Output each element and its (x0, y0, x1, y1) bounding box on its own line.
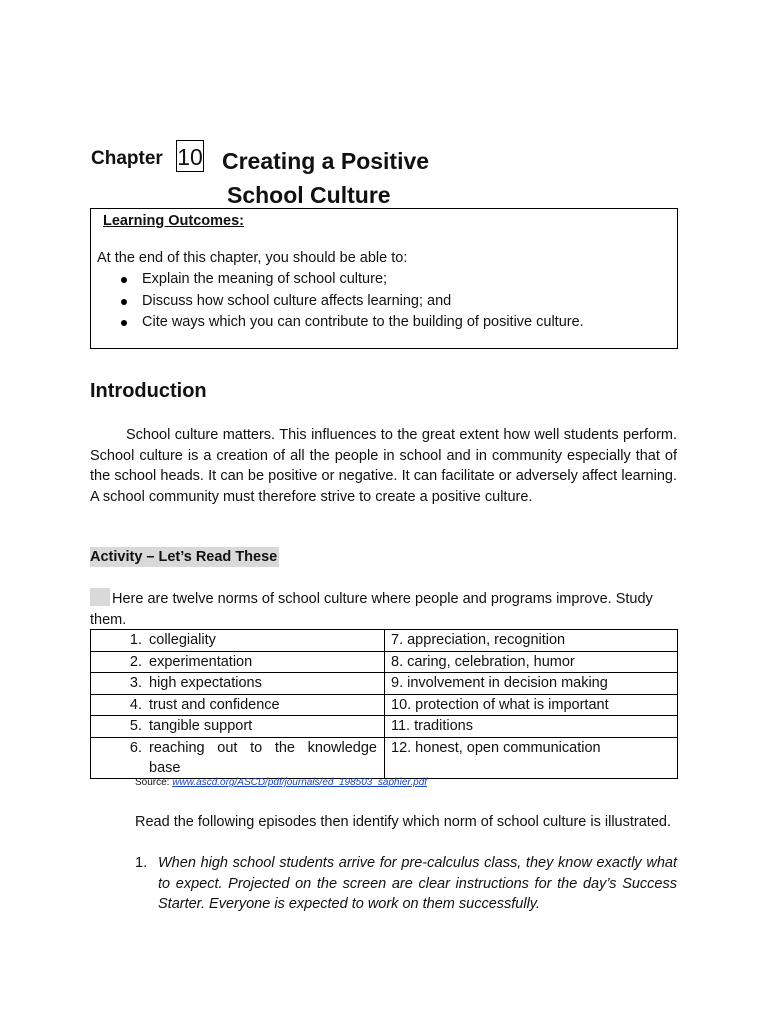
outcome-text: Cite ways which you can contribute to the building of positive culture. (142, 314, 584, 330)
norm-text: reaching out to the knowledge base (149, 739, 377, 776)
source-citation (135, 777, 427, 788)
table-row (91, 716, 678, 738)
bullet-icon (121, 299, 127, 305)
norm-number: 5. (129, 718, 142, 734)
norm-text: trust and confidence (149, 696, 280, 713)
learning-outcomes-list (91, 269, 584, 334)
chapter-title-line-2: School Culture (227, 182, 391, 208)
bullet-icon (121, 277, 127, 283)
table-cell (91, 673, 385, 695)
list-item (91, 312, 584, 334)
list-item (91, 269, 584, 291)
table-row (91, 694, 678, 716)
table-row (91, 651, 678, 673)
read-instruction: Read the following episodes then identify which norm of school culture is illustrated. (135, 814, 671, 830)
table-cell: 7. appreciation, recognition (385, 630, 678, 652)
table-cell: 10. protection of what is important (385, 694, 678, 716)
episode-text: When high school students arrive for pre-calculus class, they know exactly what to expect. Projected on the screen are clear instructions for the day’s Success Starter. Everyone is expected to work on them successfully. (158, 855, 677, 912)
activity-heading: Activity – Let’s Read These (90, 549, 278, 565)
chapter-title-line-1: Creating a Positive (222, 148, 430, 174)
norm-text: collegiality (149, 632, 216, 648)
table-cell: 11. traditions (385, 716, 678, 738)
table-cell (91, 694, 385, 716)
chapter-label: Chapter (91, 148, 163, 169)
table-cell (91, 651, 385, 673)
table-cell (91, 716, 385, 738)
introduction-text: School culture matters. This influences to the great extent how well students perform. School culture is a creation of all the people in school and in community especially that of the school heads. It can be positive or negative. It can facilitate or adversely affect learning. A school community must therefore strive to create a positive culture. (90, 427, 677, 505)
outcome-text: Explain the meaning of school culture; (142, 271, 388, 287)
norms-intro-text: Here are twelve norms of school culture where people and programs improve. Study them. (90, 591, 653, 628)
episodes-list (135, 853, 677, 915)
introduction-paragraph (90, 425, 677, 507)
table-cell: 9. involvement in decision making (385, 673, 678, 695)
episode-number: 1. (135, 855, 148, 871)
source-label: Source: (135, 777, 170, 788)
norm-text: experimentation (149, 653, 253, 670)
learning-outcomes-box (90, 208, 678, 349)
outcome-text: Discuss how school culture affects learning; and (142, 292, 452, 309)
norms-intro (90, 588, 677, 630)
norm-number: 6. (129, 739, 142, 756)
chapter-title (222, 144, 522, 212)
list-item (135, 853, 677, 915)
chapter-number-box: 10 (176, 140, 204, 172)
introduction-heading: Introduction (90, 380, 207, 402)
learning-outcomes-intro: At the end of this chapter, you should be able to: (97, 250, 408, 266)
source-link[interactable]: www.ascd.org/ASCD/pdf/journals/ed_198503_saphier.pdf (172, 777, 428, 788)
norm-number: 4. (129, 696, 142, 713)
table-row (91, 630, 678, 652)
norm-number: 3. (129, 675, 142, 691)
learning-outcomes-heading: Learning Outcomes: (103, 213, 244, 229)
table-cell (91, 630, 385, 652)
norms-table (90, 629, 678, 779)
norm-text: tangible support (149, 718, 253, 734)
table-row (91, 737, 678, 778)
table-row (91, 673, 678, 695)
norm-number: 1. (129, 632, 142, 648)
bullet-icon (121, 320, 127, 326)
norm-number: 2. (129, 653, 142, 670)
highlight-mark (90, 588, 110, 606)
norm-text: high expectations (149, 675, 262, 691)
list-item (91, 291, 584, 313)
table-cell: 12. honest, open communication (385, 737, 678, 778)
table-cell (91, 737, 385, 778)
table-cell: 8. caring, celebration, humor (385, 651, 678, 673)
